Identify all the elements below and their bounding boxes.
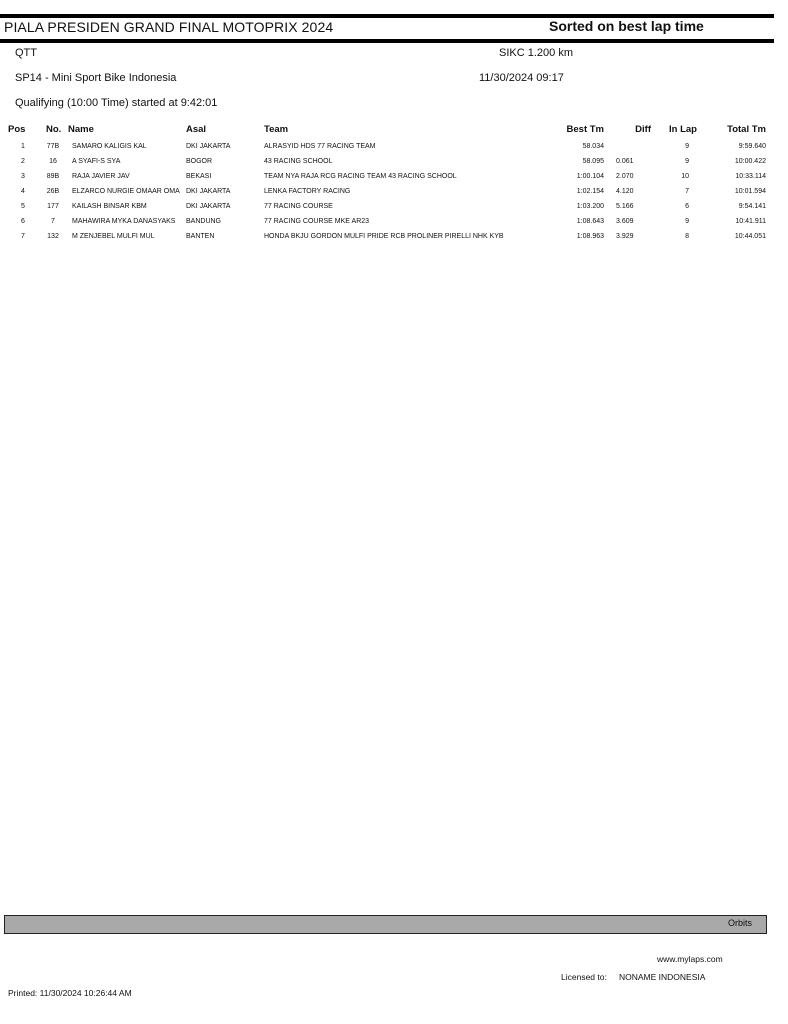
table-row [8, 139, 766, 154]
row-diff: 5.166 [616, 203, 634, 210]
row-name: ELZARCO NURGIE OMAAR OMA [72, 188, 180, 195]
row-asal: DKI JAKARTA [186, 188, 231, 195]
session-datetime: 11/30/2024 09:17 [479, 72, 564, 84]
table-row [8, 169, 766, 184]
row-diff: 3.929 [616, 233, 634, 240]
license-label: Licensed to: [561, 972, 607, 982]
col-best-time: Best Tm [566, 124, 604, 135]
row-pos: 5 [21, 203, 25, 210]
row-no: 89B [46, 173, 60, 180]
footer-bar [4, 915, 767, 934]
row-team: 43 RACING SCHOOL [264, 158, 333, 165]
row-name: A SYAFI-S SYA [72, 158, 121, 165]
row-best-time: 58.034 [582, 143, 604, 150]
row-total-time: 10:01.594 [734, 188, 766, 195]
row-asal: BANDUNG [186, 218, 222, 225]
row-in-lap: 9 [685, 143, 689, 150]
col-total-time: Total Tm [727, 124, 766, 135]
row-name: SAMARO KALIGIS KAL [72, 143, 147, 150]
row-pos: 3 [21, 173, 25, 180]
row-team: TEAM NYA RAJA RCG RACING TEAM 43 RACING SCHOOL [264, 173, 457, 180]
printed-timestamp: Printed: 11/30/2024 10:26:44 AM [8, 988, 132, 998]
table-header-row [8, 123, 766, 139]
row-pos: 2 [21, 158, 25, 165]
row-asal: BANTEN [186, 233, 215, 240]
row-name: M ZENJEBEL MULFI MUL [72, 233, 155, 240]
row-diff: 2.070 [616, 173, 634, 180]
row-best-time: 1:08.963 [576, 233, 604, 240]
row-diff: 3.609 [616, 218, 634, 225]
row-no: 177 [47, 203, 59, 210]
col-diff: Diff [635, 124, 651, 135]
class-name: SP14 - Mini Sport Bike Indonesia [15, 72, 177, 84]
session-code: QTT [15, 47, 37, 59]
row-asal: BEKASI [186, 173, 212, 180]
track-info: SIKC 1.200 km [499, 47, 573, 59]
row-no: 132 [47, 233, 59, 240]
row-no: 16 [49, 158, 57, 165]
table-row [8, 229, 766, 244]
col-pos: Pos [8, 124, 26, 135]
row-asal: BOGOR [186, 158, 213, 165]
table-row [8, 214, 766, 229]
row-no: 77B [46, 143, 60, 150]
col-name: Name [68, 124, 94, 135]
row-in-lap: 10 [681, 173, 689, 180]
row-no: 26B [46, 188, 60, 195]
row-in-lap: 9 [685, 218, 689, 225]
header-rule [0, 39, 774, 43]
orbits-brand: Orbits [727, 918, 752, 928]
row-total-time: 10:44.051 [734, 233, 766, 240]
session-info: Qualifying (10:00 Time) started at 9:42:01 [15, 97, 218, 109]
row-in-lap: 9 [685, 158, 689, 165]
row-total-time: 10:00.422 [734, 158, 766, 165]
col-in-lap: In Lap [669, 124, 697, 135]
col-asal: Asal [186, 124, 207, 135]
row-name: RAJA JAVIER JAV [72, 173, 130, 180]
row-total-time: 9:59.640 [738, 143, 766, 150]
row-pos: 4 [21, 188, 25, 195]
row-team: 77 RACING COURSE MKE AR23 [264, 218, 370, 225]
row-best-time: 1:03.200 [576, 203, 604, 210]
license-holder: NONAME INDONESIA [619, 972, 706, 982]
row-pos: 1 [21, 143, 25, 150]
row-best-time: 1:02.154 [576, 188, 604, 195]
website-link[interactable]: www.mylaps.com [657, 954, 723, 964]
sort-note: Sorted on best lap time [549, 18, 704, 34]
row-diff: 4.120 [616, 188, 634, 195]
row-best-time: 1:08.643 [576, 218, 604, 225]
row-in-lap: 7 [685, 188, 689, 195]
row-diff [604, 139, 651, 154]
row-best-time: 58.095 [582, 158, 604, 165]
row-total-time: 9:54.141 [738, 203, 766, 210]
page-title: PIALA PRESIDEN GRAND FINAL MOTOPRIX 2024 [4, 19, 334, 35]
table-row [8, 184, 766, 199]
row-pos: 6 [21, 218, 25, 225]
row-diff: 0.061 [616, 158, 634, 165]
row-total-time: 10:41.911 [735, 218, 766, 225]
col-team: Team [264, 124, 289, 135]
row-in-lap: 6 [685, 203, 689, 210]
col-no: No. [46, 124, 62, 135]
row-in-lap: 8 [685, 233, 689, 240]
row-asal: DKI JAKARTA [186, 143, 231, 150]
row-name: MAHAWIRA MYKA DANASYAKS [72, 218, 176, 225]
row-team: 77 RACING COURSE [264, 203, 333, 210]
row-pos: 7 [21, 233, 25, 240]
row-team: HONDA BKJU GORDON MULFI PRIDE RCB PROLINER PIRELLI NHK KYB [264, 233, 504, 240]
table-row [8, 199, 766, 214]
row-asal: DKI JAKARTA [186, 203, 231, 210]
row-no: 7 [51, 218, 55, 225]
row-name: KAILASH BINSAR KBM [72, 203, 147, 210]
results-table [8, 123, 766, 244]
row-team: LENKA FACTORY RACING [264, 188, 351, 195]
row-team: ALRASYID HDS 77 RACING TEAM [264, 143, 376, 150]
row-total-time: 10:33.114 [735, 173, 766, 180]
table-row [8, 154, 766, 169]
row-best-time: 1:00.104 [576, 173, 604, 180]
